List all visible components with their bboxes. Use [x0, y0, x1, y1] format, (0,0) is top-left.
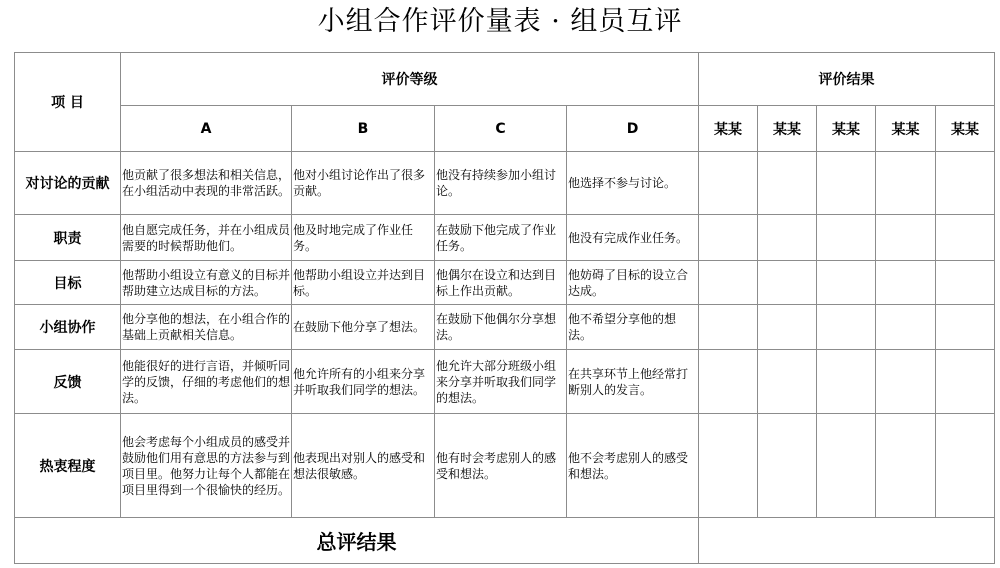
member-header-5: 某某: [936, 106, 995, 152]
level-d-header: D: [567, 106, 699, 152]
score-cell[interactable]: [876, 261, 936, 305]
score-cell[interactable]: [699, 152, 758, 215]
evaluation-table: [14, 52, 995, 564]
description-b: 在鼓励下他分享了想法。: [292, 305, 435, 350]
member-header-3: 某某: [817, 106, 876, 152]
summary-label: 总评结果: [15, 518, 699, 564]
score-cell[interactable]: [758, 152, 817, 215]
description-d: 他选择不参与讨论。: [567, 152, 699, 215]
summary-row: [15, 518, 995, 564]
score-cell[interactable]: [817, 215, 876, 261]
description-b: 他对小组讨论作出了很多贡献。: [292, 152, 435, 215]
score-cell[interactable]: [936, 215, 995, 261]
score-cell[interactable]: [876, 152, 936, 215]
score-cell[interactable]: [758, 215, 817, 261]
score-cell[interactable]: [758, 305, 817, 350]
table-row: [15, 350, 995, 414]
score-cell[interactable]: [876, 350, 936, 414]
table-row: [15, 261, 995, 305]
criterion-label: 职责: [15, 215, 121, 261]
score-cell[interactable]: [876, 414, 936, 518]
criterion-label: 对讨论的贡献: [15, 152, 121, 215]
score-cell[interactable]: [699, 215, 758, 261]
description-d: 他不希望分享他的想法。: [567, 305, 699, 350]
level-b-header: B: [292, 106, 435, 152]
grade-header: 评价等级: [121, 53, 699, 106]
description-b: 他及时地完成了作业任务。: [292, 215, 435, 261]
score-cell[interactable]: [699, 350, 758, 414]
criterion-label: 热衷程度: [15, 414, 121, 518]
description-d: 他没有完成作业任务。: [567, 215, 699, 261]
description-d: 他妨碍了目标的设立合达成。: [567, 261, 699, 305]
description-b: 他帮助小组设立并达到目标。: [292, 261, 435, 305]
score-cell[interactable]: [936, 350, 995, 414]
description-a: 他帮助小组设立有意义的目标并帮助建立达成目标的方法。: [121, 261, 292, 305]
description-c: 他有时会考虑别人的感受和想法。: [435, 414, 567, 518]
criterion-label: 目标: [15, 261, 121, 305]
description-b: 他表现出对别人的感受和想法很敏感。: [292, 414, 435, 518]
description-d: 他不会考虑别人的感受和想法。: [567, 414, 699, 518]
description-a: 他会考虑每个小组成员的感受并鼓励他们用有意思的方法参与到项目里。他努力让每个人都能在项目里得到一个很愉快的经历。: [121, 414, 292, 518]
score-cell[interactable]: [758, 414, 817, 518]
page-title: 小组合作评价量表 · 组员互评: [317, 6, 683, 37]
score-cell[interactable]: [876, 215, 936, 261]
score-cell[interactable]: [699, 261, 758, 305]
table-row: [15, 152, 995, 215]
level-a-header: A: [121, 106, 292, 152]
score-cell[interactable]: [758, 350, 817, 414]
description-b: 他允许所有的小组来分享并听取我们同学的想法。: [292, 350, 435, 414]
member-header-2: 某某: [758, 106, 817, 152]
criterion-label: 反馈: [15, 350, 121, 414]
description-a: 他贡献了很多想法和相关信息，在小组活动中表现的非常活跃。: [121, 152, 292, 215]
criterion-label: 小组协作: [15, 305, 121, 350]
description-c: 他允许大部分班级小组来分享并听取我们同学的想法。: [435, 350, 567, 414]
member-header-1: 某某: [699, 106, 758, 152]
description-c: 他偶尔在设立和达到目标上作出贡献。: [435, 261, 567, 305]
table-row: [15, 414, 995, 518]
description-a: 他分享他的想法，在小组合作的基础上贡献相关信息。: [121, 305, 292, 350]
score-cell[interactable]: [936, 152, 995, 215]
item-header: 项 目: [15, 53, 121, 152]
description-a: 他自愿完成任务，并在小组成员需要的时候帮助他们。: [121, 215, 292, 261]
score-cell[interactable]: [817, 350, 876, 414]
description-c: 在鼓励下他偶尔分享想法。: [435, 305, 567, 350]
description-c: 他没有持续参加小组讨论。: [435, 152, 567, 215]
score-cell[interactable]: [758, 261, 817, 305]
score-cell[interactable]: [936, 261, 995, 305]
result-header: 评价结果: [699, 53, 995, 106]
score-cell[interactable]: [699, 305, 758, 350]
score-cell[interactable]: [699, 414, 758, 518]
description-a: 他能很好的进行言语，并倾听同学的反馈，仔细的考虑他们的想法。: [121, 350, 292, 414]
score-cell[interactable]: [817, 261, 876, 305]
member-header-4: 某某: [876, 106, 936, 152]
description-d: 在共享环节上他经常打断别人的发言。: [567, 350, 699, 414]
level-c-header: C: [435, 106, 567, 152]
table-row: [15, 215, 995, 261]
score-cell[interactable]: [817, 152, 876, 215]
score-cell[interactable]: [817, 414, 876, 518]
score-cell[interactable]: [876, 305, 936, 350]
score-cell[interactable]: [936, 305, 995, 350]
summary-result-cell[interactable]: [699, 518, 995, 564]
score-cell[interactable]: [817, 305, 876, 350]
table-row: [15, 305, 995, 350]
description-c: 在鼓励下他完成了作业任务。: [435, 215, 567, 261]
score-cell[interactable]: [936, 414, 995, 518]
